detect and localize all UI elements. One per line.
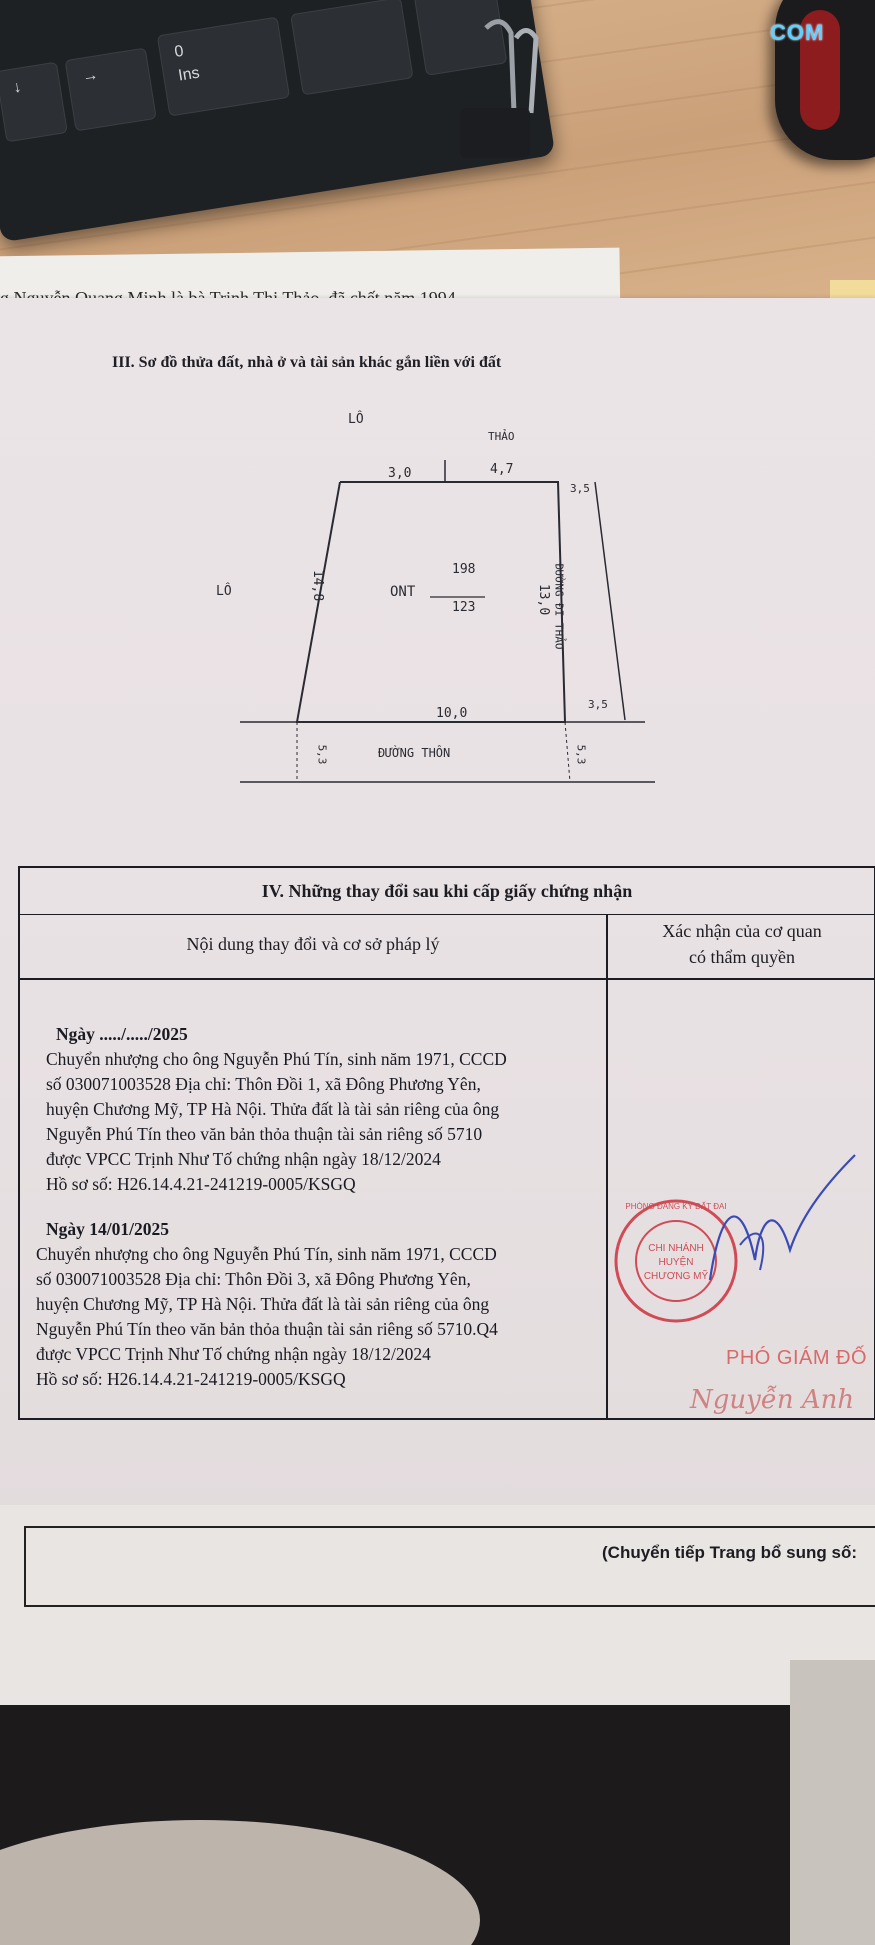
continuation-top-line xyxy=(26,1526,875,1528)
dim-bottom: 10,0 xyxy=(436,706,468,721)
land-type: ONT xyxy=(390,584,416,600)
dim-corner-bottom: 3,5 xyxy=(588,698,608,711)
sketch-label-thao: THẢO xyxy=(488,430,515,443)
road-right-label: ĐƯỜNG ĐI THẢO xyxy=(552,563,566,650)
entry-line: huyện Chương Mỹ, TP Hà Nội. Thửa đất là tài sản riêng của ông xyxy=(36,1294,490,1314)
confirmation-line1: Xác nhận của cơ quan xyxy=(662,921,822,941)
signer-name: Nguyễn Anh xyxy=(690,1385,855,1415)
signature-mark xyxy=(700,1150,860,1300)
seal-line: CHI NHÁNH xyxy=(648,1243,704,1254)
entry-date: Ngày 14/01/2025 xyxy=(46,1219,169,1239)
map-sheet-number: 123 xyxy=(452,600,476,615)
binder-clip-icon xyxy=(456,18,546,168)
entry-line: được VPCC Trịnh Như Tố chứng nhận ngày 18/12/2024 xyxy=(36,1344,431,1364)
key-insert-zero: 0 xyxy=(173,42,185,61)
signer-title: PHÓ GIÁM ĐỐ xyxy=(726,1347,868,1369)
continuation-note: (Chuyển tiếp Trang bổ sung số: xyxy=(602,1543,857,1562)
dim-right: 13,0 xyxy=(536,583,552,616)
key-blank xyxy=(290,0,413,95)
section3-title: III. Sơ đồ thửa đất, nhà ở và tài sản khác gắn liền với đất xyxy=(112,354,502,371)
sketch-label-top: LÔ xyxy=(348,412,364,427)
key-down-arrow: ↓ xyxy=(0,62,68,143)
change-entry-2 xyxy=(22,1217,592,1392)
header-divider xyxy=(20,978,874,980)
entry-line: Chuyển nhượng cho ông Nguyễn Phú Tín, sinh năm 1971, CCCD xyxy=(46,1049,507,1069)
entry-line: huyện Chương Mỹ, TP Hà Nội. Thửa đất là tài sản riêng của ông xyxy=(46,1099,500,1119)
column-header-content: Nội dung thay đổi và cơ sở pháp lý xyxy=(186,934,440,954)
entry-line: được VPCC Trịnh Như Tố chứng nhận ngày 18/12/2024 xyxy=(46,1149,441,1169)
seal-line: HUYỆN xyxy=(658,1257,694,1268)
watermark-logo: COM xyxy=(770,20,825,45)
entry-line: Chuyển nhượng cho ông Nguyễn Phú Tín, sinh năm 1971, CCCD xyxy=(36,1244,497,1264)
section4-title: IV. Những thay đổi sau khi cấp giấy chứng nhận xyxy=(20,868,874,915)
dim-corner-top: 3,5 xyxy=(570,482,590,495)
seal-ring-text: PHÒNG ĐĂNG KÝ ĐẤT ĐAI xyxy=(625,1202,727,1211)
continuation-left-line xyxy=(24,1526,26,1607)
seal-line: CHƯƠNG MỸ xyxy=(643,1271,709,1282)
dim-left-offset: 5,3 xyxy=(315,744,329,765)
entry-line: Nguyễn Phú Tín theo văn bản thỏa thuận tài sản riêng số 5710 xyxy=(46,1124,483,1144)
dim-left: 14,8 xyxy=(310,569,326,602)
road-bottom-label: ĐƯỜNG THÔN xyxy=(378,746,451,760)
key-insert xyxy=(157,17,290,117)
entry-date: Ngày ...../...../2025 xyxy=(56,1024,188,1044)
column-header-confirmation xyxy=(608,918,875,970)
entry-line: Hồ sơ số: H26.14.4.21-241219-0005/KSGQ xyxy=(46,1174,356,1194)
change-entry-1 xyxy=(22,1022,592,1197)
column-divider xyxy=(606,914,608,1420)
parcel-number: 198 xyxy=(452,562,476,577)
entry-line: Nguyễn Phú Tín theo văn bản thỏa thuận tài sản riêng số 5710.Q4 xyxy=(36,1319,498,1339)
entry-line: số 030071003528 Địa chỉ: Thôn Đồi 1, xã Đông Phương Yên, xyxy=(46,1074,481,1094)
dim-top-left: 3,0 xyxy=(388,466,412,481)
key-insert-label: Ins xyxy=(177,64,201,85)
dim-top-right: 4,7 xyxy=(490,462,514,477)
dim-right-offset: 5,3 xyxy=(574,744,588,765)
light-surface xyxy=(790,1660,875,1945)
land-sketch xyxy=(240,400,660,800)
confirmation-line2: có thẩm quyền xyxy=(689,947,795,967)
entry-line: số 030071003528 Địa chỉ: Thôn Đồi 3, xã Đông Phương Yên, xyxy=(36,1269,471,1289)
supplement-page xyxy=(0,1505,875,1725)
entry-line: Hồ sơ số: H26.14.4.21-241219-0005/KSGQ xyxy=(36,1369,346,1389)
key-right-arrow: → xyxy=(65,48,157,132)
sketch-label-left: LÔ xyxy=(216,584,232,599)
continuation-bottom-line xyxy=(26,1605,875,1607)
